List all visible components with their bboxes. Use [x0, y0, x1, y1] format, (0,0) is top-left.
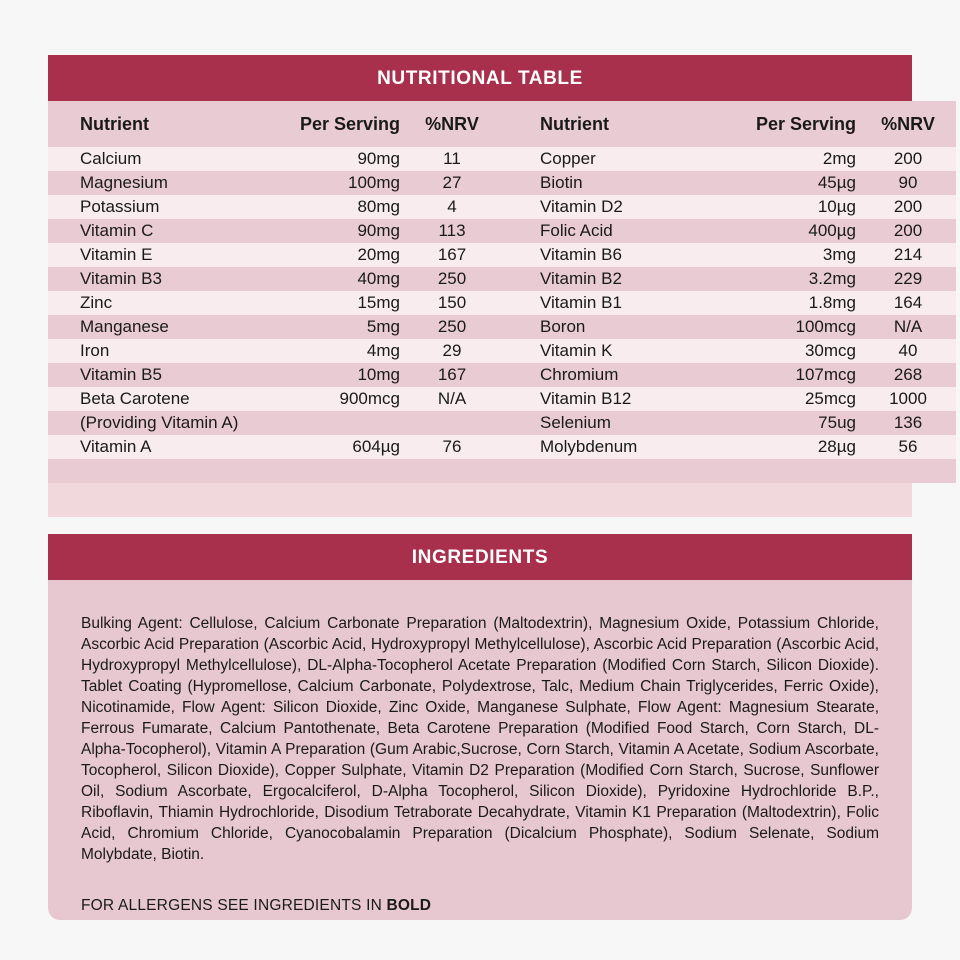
table-row	[48, 387, 956, 411]
allergen-notice-prefix: FOR ALLERGENS SEE INGREDIENTS IN	[81, 897, 387, 914]
cell-nutrient-right: Vitamin D2	[540, 197, 623, 216]
cell-gap	[500, 315, 528, 339]
table-row	[48, 195, 956, 219]
cell-per-serving-left	[260, 411, 404, 435]
cell-nutrient-left: Vitamin C	[80, 221, 154, 240]
cell-per-serving-right: 30mcg	[804, 341, 856, 360]
cell-spacer	[260, 459, 404, 483]
cell-nrv-right: 1000	[889, 389, 927, 408]
cell-nutrient-right: Vitamin B2	[540, 269, 622, 288]
cell-per-serving-right: 25mcg	[804, 389, 856, 408]
table-row	[48, 411, 956, 435]
cell-nutrient-left: Vitamin B5	[80, 365, 162, 384]
cell-nutrient-right: Folic Acid	[540, 221, 613, 240]
cell-spacer	[716, 459, 860, 483]
cell-per-serving-right: 1.8mg	[808, 293, 856, 312]
table-row	[48, 267, 956, 291]
cell-nrv-left: 167	[437, 365, 467, 384]
column-gap	[500, 101, 528, 147]
cell-per-serving-left: 90mg	[357, 221, 400, 240]
cell-nrv-right: 200	[893, 197, 923, 216]
ingredients-panel	[48, 534, 912, 920]
cell-nutrient-right: Biotin	[540, 173, 583, 192]
cell-nutrient-left: Calcium	[80, 149, 142, 168]
cell-spacer	[500, 459, 528, 483]
cell-gap	[500, 411, 528, 435]
cell-nrv-left: 113	[438, 221, 466, 240]
cell-nutrient-left: Manganese	[80, 317, 169, 336]
cell-nrv-right: 56	[898, 437, 918, 456]
cell-nutrient-right: Vitamin B12	[540, 389, 632, 408]
cell-nrv-right: 268	[893, 365, 923, 384]
cell-nrv-right: 200	[893, 221, 923, 240]
cell-spacer	[404, 459, 500, 483]
cell-gap	[500, 195, 528, 219]
nutritional-table-panel	[48, 55, 935, 490]
cell-per-serving-left: 20mg	[357, 245, 400, 264]
cell-per-serving-left: 90mg	[357, 149, 400, 168]
cell-per-serving-left: 5mg	[366, 317, 400, 336]
cell-nutrient-left: Potassium	[80, 197, 160, 216]
nutritional-table-body	[48, 101, 935, 483]
cell-nutrient-left: Vitamin B3	[80, 269, 162, 288]
header-per-serving-left: Per Serving	[299, 114, 400, 134]
cell-gap	[500, 363, 528, 387]
ingredients-body	[48, 580, 912, 916]
cell-nrv-right: 200	[893, 149, 923, 168]
cell-nutrient-left: Iron	[80, 341, 110, 360]
cell-nutrient-right: Vitamin K	[540, 341, 613, 360]
table-row	[48, 147, 956, 171]
cell-per-serving-left: 4mg	[366, 341, 400, 360]
table-header	[48, 101, 956, 147]
cell-per-serving-left: 10mg	[357, 365, 400, 384]
cell-nrv-left: 4	[447, 197, 457, 216]
header-nrv-right: %NRV	[881, 114, 935, 134]
cell-nrv-left: 29	[442, 341, 462, 360]
cell-spacer	[528, 459, 716, 483]
cell-nutrient-left: (Providing Vitamin A)	[80, 413, 239, 432]
cell-per-serving-left: 15mg	[357, 293, 400, 312]
cell-nrv-left: 76	[442, 437, 462, 456]
cell-per-serving-right: 2mg	[822, 149, 856, 168]
cell-nrv-right: 40	[898, 341, 918, 360]
table-row	[48, 171, 956, 195]
table-row	[48, 435, 956, 459]
cell-gap	[500, 387, 528, 411]
cell-nrv-right: 229	[893, 269, 923, 288]
cell-nutrient-right: Molybdenum	[540, 437, 638, 456]
table-row	[48, 363, 956, 387]
cell-nrv-left: 167	[437, 245, 467, 264]
header-nutrient-right: Nutrient	[540, 114, 609, 134]
cell-per-serving-right: 107mcg	[795, 365, 856, 384]
cell-nutrient-left: Magnesium	[80, 173, 168, 192]
cell-nutrient-right: Selenium	[540, 413, 611, 432]
cell-nrv-left: 27	[442, 173, 462, 192]
cell-nrv-right: 90	[898, 173, 918, 192]
table-row	[48, 291, 956, 315]
cell-spacer	[860, 459, 956, 483]
cell-per-serving-right: 45µg	[817, 173, 856, 192]
cell-gap	[500, 291, 528, 315]
cell-per-serving-left: 100mg	[348, 173, 400, 192]
cell-nutrient-right: Vitamin B6	[540, 245, 622, 264]
cell-gap	[500, 219, 528, 243]
table-row	[48, 219, 956, 243]
cell-nutrient-right: Boron	[540, 317, 586, 336]
cell-nutrient-right: Copper	[540, 149, 596, 168]
cell-per-serving-right: 3mg	[822, 245, 856, 264]
nutritional-table	[48, 101, 956, 483]
cell-per-serving-right: 28µg	[817, 437, 856, 456]
table-row	[48, 243, 956, 267]
cell-per-serving-left: 80mg	[357, 197, 400, 216]
cell-per-serving-right: 10µg	[817, 197, 856, 216]
cell-per-serving-right: 75ug	[818, 413, 856, 432]
header-per-serving-right: Per Serving	[755, 114, 856, 134]
table-header-row	[48, 101, 956, 147]
cell-per-serving-left: 900mcg	[339, 389, 400, 408]
table-body	[48, 147, 956, 483]
cell-nrv-left: 250	[437, 317, 467, 336]
cell-per-serving-right: 400µg	[808, 221, 856, 240]
cell-per-serving-right: 100mcg	[795, 317, 856, 336]
cell-nrv-left	[404, 411, 500, 435]
cell-nutrient-left: Vitamin A	[80, 437, 152, 456]
cell-per-serving-right: 3.2mg	[808, 269, 856, 288]
nutritional-table-title: NUTRITIONAL TABLE	[48, 55, 912, 101]
cell-nrv-right: N/A	[893, 317, 923, 336]
cell-nrv-right: 164	[893, 293, 923, 312]
cell-spacer	[48, 459, 260, 483]
table-row	[48, 315, 956, 339]
header-nutrient-left: Nutrient	[80, 114, 149, 134]
table-row	[48, 339, 956, 363]
table-footer-strip	[48, 483, 912, 517]
cell-nutrient-left: Vitamin E	[80, 245, 153, 264]
cell-per-serving-left: 40mg	[357, 269, 400, 288]
cell-gap	[500, 435, 528, 459]
cell-nrv-right: 136	[893, 413, 923, 432]
ingredients-title: INGREDIENTS	[48, 534, 912, 580]
allergen-notice-bold: BOLD	[386, 897, 432, 914]
cell-gap	[500, 171, 528, 195]
cell-gap	[500, 267, 528, 291]
table-row-spacer	[48, 459, 956, 483]
cell-gap	[500, 147, 528, 171]
header-nrv-left: %NRV	[425, 114, 479, 134]
cell-nrv-left: 250	[437, 269, 467, 288]
cell-per-serving-left: 604µg	[352, 437, 400, 456]
cell-nrv-left: N/A	[437, 389, 467, 408]
cell-nutrient-right: Vitamin B1	[540, 293, 622, 312]
cell-gap	[500, 339, 528, 363]
cell-nrv-right: 214	[893, 245, 923, 264]
cell-nrv-left: 11	[443, 149, 461, 168]
cell-nutrient-left: Zinc	[80, 293, 113, 312]
cell-nutrient-right: Chromium	[540, 365, 619, 384]
cell-gap	[500, 243, 528, 267]
allergen-notice	[81, 895, 879, 916]
cell-nutrient-left: Beta Carotene	[80, 389, 190, 408]
ingredients-text: Bulking Agent: Cellulose, Calcium Carbonate Preparation (Maltodextrin), Magnesium Oxide, Potassium Chloride, Ascorbic Acid Preparation (Ascorbic Acid, Hydroxypropyl Methylcellulose), Ascorbic Acid Preparation (Ascorbic Acid, Hydroxypropyl Methylcellulose), DL-Alpha-Tocopherol Acetate Preparation (Modified Corn Starch, Silicon Dioxide). Tablet Coating (Hypromellose, Calcium Carbonate, Polydextrose, Talc, Medium Chain Triglycerides, Ferric Oxide), Nicotinamide, Flow Agent: Silicon Dioxide, Zinc Oxide, Manganese Sulphate, Flow Agent: Magnesium Stearate, Ferrous Fumarate, Calcium Pantothenate, Beta Carotene Preparation (Modified Food Starch, Corn Starch, DL-Alpha-Tocopherol), Vitamin A Preparation (Gum Arabic,Sucrose, Corn Starch, Vitamin A Acetate, Sodium Ascorbate, Tocopherol, Silicon Dioxide), Copper Sulphate, Vitamin D2 Preparation (Modified Corn Starch, Sucrose, Sunflower Oil, Sodium Ascorbate, Ergocalciferol, D-Alpha Tocopherol, Silicon Dioxide), Pyridoxine Hydrochloride B.P., Riboflavin, Thiamin Hydrochloride, Disodium Tetraborate Decahydrate, Vitamin K1 Preparation (Maltodextrin), Folic Acid, Chromium Chloride, Cyanocobalamin Preparation (Dicalcium Phosphate), Sodium Selenate, Sodium Molybdate, Biotin.	[81, 615, 879, 863]
cell-nrv-left: 150	[437, 293, 467, 312]
